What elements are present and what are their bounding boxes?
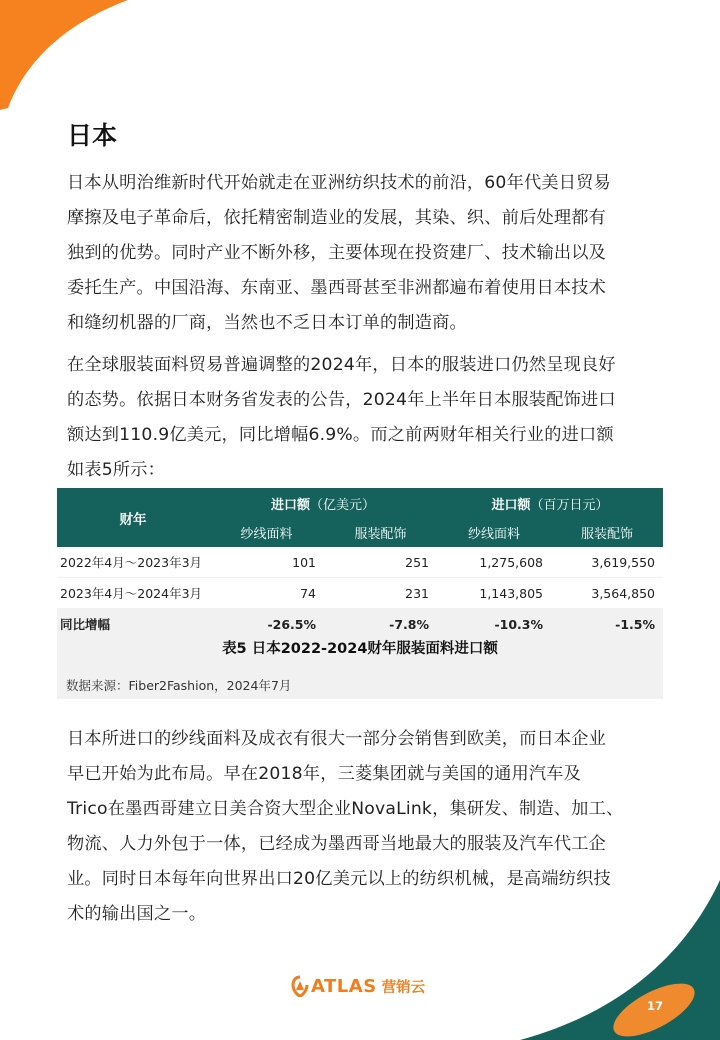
fy-header: 财年	[57, 488, 209, 547]
table-caption: 表5 日本2022-2024财年服装面料进口额	[222, 641, 498, 657]
paragraph-layout: 日本所进口的纱线面料及成衣有很大一部分会销售到欧美，而日本企业 早已开始为此布局。早在2018年，三菱集团就与美国的通用汽车及 Trico在墨西哥建立日美合资大型企业NovaLink，集研发、制造、加工、 物流、人力外包于一体，已经成为墨西哥当地最大的服装及汽车代工企 业。同时日本每年向世界出口20亿美元以上的纺织机械，是高端纺织技 术的输出国之一。	[67, 729, 624, 924]
page-number: 17	[647, 999, 664, 1013]
logo-cn-text: 营销云	[381, 979, 426, 996]
cell-value: -1.5%	[551, 609, 663, 640]
paragraph-intro: 日本从明治维新时代开始就走在亚洲纺织技术的前沿，60年代美日贸易 摩擦及电子革命后，依托精密制造业的发展，其染、织、前后处理都有 独到的优势。同时产业不断外移，主要体现在投资建厂、技术输出以及 委托生产。中国沿海、东南亚、墨西哥甚至非洲都遍布着使用日本技术 和缝纫机器的厂商，当然也不乏日本订单的制造商。	[67, 173, 611, 333]
row-label: 2023年4月～2024年3月	[57, 578, 209, 609]
cell-value: 3,619,550	[551, 547, 663, 578]
data-source: 数据来源：Fiber2Fashion，2024年7月	[66, 678, 292, 693]
logo-text: ATLAS	[311, 975, 377, 997]
cell-value: -7.8%	[324, 609, 437, 640]
table-row	[57, 547, 663, 578]
cell-value: 3,564,850	[551, 578, 663, 609]
section-heading: 日本	[67, 121, 118, 150]
table-row-change	[57, 609, 663, 640]
cell-value: 101	[209, 547, 324, 578]
group-header-jpy: 进口额（百万日元）	[437, 488, 663, 518]
import-table-block	[57, 488, 663, 699]
top-left-orange-swoosh	[0, 0, 160, 120]
atlas-logo-icon	[291, 975, 309, 997]
subheader-apparel: 服装配饰	[324, 518, 437, 547]
subheader-yarn-fabric: 纱线面料	[209, 518, 324, 547]
paragraph-imports: 在全球服装面料贸易普遍调整的2024年，日本的服装进口仍然呈现良好 的态势。依据日本财务省发表的公告，2024年上半年日本服装配饰进口 额达到110.9亿美元，同比增幅6.9%。而之前两财年相关行业的进口额 如表5所示：	[67, 355, 616, 480]
row-label: 2022年4月～2023年3月	[57, 547, 209, 578]
cell-value: 251	[324, 547, 437, 578]
cell-value: -10.3%	[437, 609, 551, 640]
cell-value: 1,275,608	[437, 547, 551, 578]
cell-value: 231	[324, 578, 437, 609]
cell-value: 1,143,805	[437, 578, 551, 609]
atlas-logo	[291, 975, 425, 997]
table-row	[57, 578, 663, 609]
cell-value: 74	[209, 578, 324, 609]
subheader-yarn-fabric: 纱线面料	[437, 518, 551, 547]
cell-value: -26.5%	[209, 609, 324, 640]
row-label: 同比增幅	[57, 609, 209, 640]
import-table	[57, 488, 663, 640]
group-header-usd: 进口额（亿美元）	[209, 488, 437, 518]
subheader-apparel: 服装配饰	[551, 518, 663, 547]
